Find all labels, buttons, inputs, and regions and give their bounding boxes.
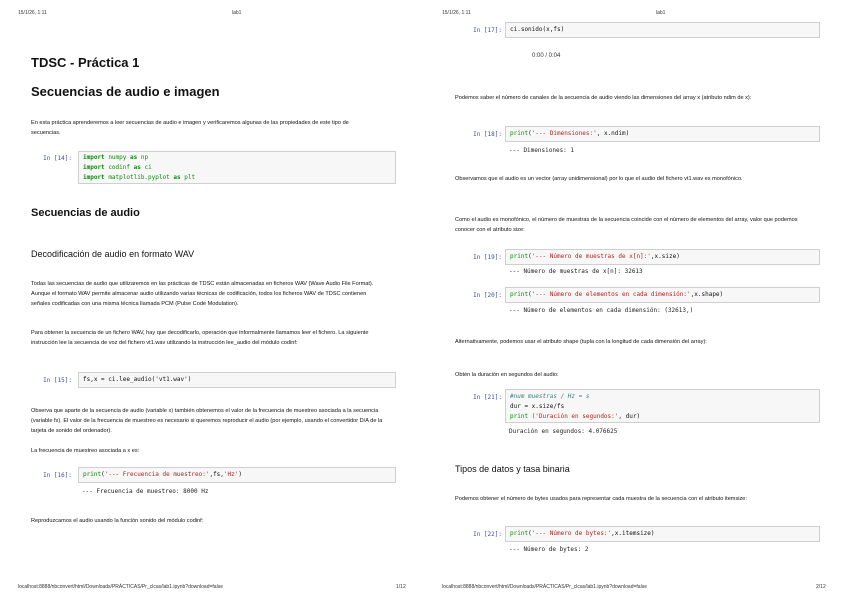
code-line: ci.sonido(x,fs) [510, 26, 565, 33]
cell-prompt: In [19]: [473, 254, 502, 261]
header-date: 15/1/26, 1:11 [18, 10, 47, 16]
footer-page: 2/12 [816, 584, 826, 590]
cell-prompt: In [15]: [43, 377, 72, 384]
code-line: import numpy as np [83, 154, 149, 161]
cell-prompt: In [14]: [43, 155, 72, 162]
page-title: TDSC - Práctica 1 [31, 55, 140, 70]
cell-output: --- Frecuencia de muestreo: 8000 Hz [82, 488, 209, 495]
obtain-paragraph: Para obtener la secuencia de un fichero WAV, hay que decodificarlo, operación que informalmente llamamos leer el fichero. La siguiente instrucción lee la secuencia de voz del fichero vt1.wav utilizando la instrucción lee_audio del módulo codinf: [31, 330, 369, 346]
cell-output: --- Número de elementos en cada dimensión: (32613,) [509, 307, 694, 314]
header-title: lab1 [656, 10, 666, 16]
cell-output: --- Número de muestras de x[n]: 32613 [509, 268, 643, 275]
cell-output: Duración en segundos: 4.076625 [509, 428, 618, 435]
code-line: import codinf as ci [83, 164, 152, 171]
code-cell-14[interactable] [78, 151, 396, 184]
audio-player-time[interactable]: 0:00 / 0:04 [532, 53, 561, 59]
cell-prompt: In [22]: [473, 531, 502, 538]
play-paragraph: Reproduzcamos el audio usando la función sonido del módulo codinf: [31, 518, 204, 524]
cell-prompt: In [16]: [43, 472, 72, 479]
cell-output: --- Dimensiones: 1 [509, 147, 575, 154]
code-cell-15[interactable] [78, 372, 396, 388]
cell-prompt: In [17]: [473, 27, 502, 34]
page-right [424, 0, 848, 600]
freq-paragraph: La frecuencia de muestreo asociada a x es: [31, 448, 140, 454]
audio-section-title: Secuencias de audio [31, 207, 140, 219]
code-line: import matplotlib.pyplot as plt [83, 174, 196, 181]
wav-paragraph: Todas las secuencias de audio que utilizaremos en las prácticas de TDSC están almacenadas en ficheros WAV (Wave Audio File Format). Aunque el formato WAV permite almacenar audio utilizando varias técnicas de codificación, todos los ficheros WAV de TDSC contienen señales codificadas con una misma técnica llamada PCM (Pulse Code Modulation). [31, 281, 374, 307]
footer-url: localhost:8888/nbconvert/html/Downloads/PRÁCTICAS/Pr_clcas/lab1.ipynb?download=false [18, 584, 223, 590]
duration-paragraph: Obtén la duración en segundos del audio: [455, 372, 559, 378]
header-title: lab1 [232, 10, 242, 16]
header-date: 15/1/26, 1:11 [442, 10, 471, 16]
types-title: Tipos de datos y tasa binaria [455, 464, 570, 474]
fs-paragraph: Observa que aparte de la secuencia de audio (variable x) también obtenemos el valor de la frecuencia de muestreo asociada a la secuencia (variable fs). El valor de la frecuencia de muestreo es necesario si queremos reproducir el audio (por ejemplo, usando el convertidor D/A de la tarjeta de sonido del ordenador). [31, 408, 383, 434]
footer-url: localhost:8888/nbconvert/html/Downloads/PRÁCTICAS/Pr_clcas/lab1.ipynb?download=false [442, 584, 647, 590]
code-comment: #num muestras / Hz = s [510, 393, 590, 400]
code-cell-18[interactable]: print('--- Dimensiones:', x.ndim) [505, 126, 820, 142]
intro-paragraph: En esta práctica aprenderemos a leer secuencias de audio e imagen y verificaremos algunas de las propiedades de este tipo de secuencias. [31, 120, 349, 136]
code-line: fs,x = ci.lee_audio('vt1.wav') [83, 376, 192, 383]
code-line: print ('Duración en segundos:', dur) [510, 413, 641, 420]
samples-paragraph: Como el audio es monofónico, el número de muestras de la secuencia coincide con el número de elementos del array, valor que podemos conocer con el atributo size: [455, 217, 798, 233]
cell-prompt: In [21]: [473, 394, 502, 401]
mono-paragraph: Observamos que el audio es un vector (array unidimensional) por lo que el audio del fichero vt1.wav es monofónico. [455, 176, 743, 182]
code-cell-22[interactable]: print('--- Número de bytes:',x.itemsize) [505, 526, 820, 542]
section-title: Secuencias de audio e imagen [31, 84, 220, 99]
channels-paragraph: Podemos saber el número de canales de la secuencia de audio viendo las dimensiones del array x (atributo ndim de x): [455, 95, 752, 101]
code-cell-20[interactable]: print('--- Número de elementos en cada dimensión:',x.shape) [505, 287, 820, 303]
decode-title: Decodificación de audio en formato WAV [31, 249, 195, 259]
bytes-paragraph: Podemos obtener el número de bytes usados para representar cada muestra de la secuencia con el atributo itemsize: [455, 496, 747, 502]
code-line: dur = x.size/fs [510, 403, 565, 410]
code-cell-19[interactable]: print('--- Número de muestras de x[n]:',x.size) [505, 249, 820, 265]
code-cell-21[interactable] [505, 389, 820, 423]
code-cell-16[interactable]: print('--- Frecuencia de muestreo:',fs,'Hz') [78, 467, 396, 483]
cell-prompt: In [18]: [473, 131, 502, 138]
code-cell-17[interactable] [505, 22, 820, 38]
shape-paragraph: Alternativamente, podemos usar el atributo shape (tupla con la longitud de cada dimensión del array): [455, 339, 707, 345]
cell-output: --- Número de bytes: 2 [509, 546, 589, 553]
cell-prompt: In [20]: [473, 292, 502, 299]
footer-page: 1/12 [396, 584, 406, 590]
